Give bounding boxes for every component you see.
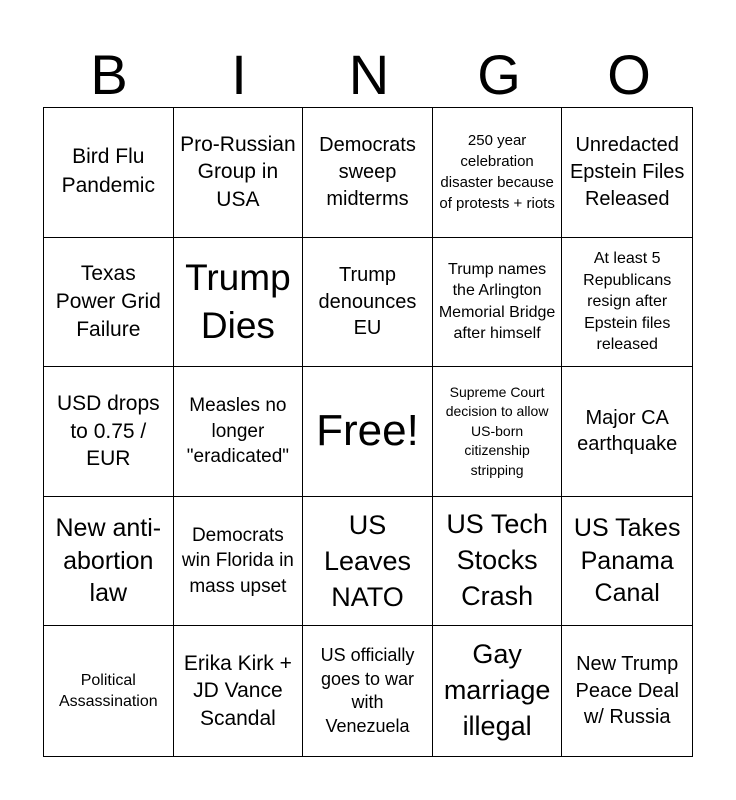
bingo-cell[interactable]: US Tech Stocks Crash <box>433 497 563 627</box>
bingo-cell[interactable]: Measles no longer "eradicated" <box>174 367 304 497</box>
bingo-cell[interactable]: Texas Power Grid Failure <box>44 238 174 368</box>
bingo-header <box>44 44 694 106</box>
bingo-cell-free[interactable]: Free! <box>303 367 433 497</box>
bingo-cell[interactable]: Supreme Court decision to allow US-born citizenship stripping <box>433 367 563 497</box>
header-letter-i: I <box>231 43 247 106</box>
bingo-cell[interactable]: Democrats sweep midterms <box>303 108 433 238</box>
bingo-cell[interactable]: USD drops to 0.75 / EUR <box>44 367 174 497</box>
bingo-cell[interactable]: At least 5 Republicans resign after Epstein files released <box>562 238 692 368</box>
bingo-grid <box>43 107 693 757</box>
bingo-cell[interactable]: Gay marriage illegal <box>433 626 563 756</box>
bingo-cell[interactable]: US officially goes to war with Venezuela <box>303 626 433 756</box>
bingo-cell[interactable]: Political Assassination <box>44 626 174 756</box>
bingo-cell[interactable]: Trump names the Arlington Memorial Bridge after himself <box>433 238 563 368</box>
header-letter-b: B <box>90 43 128 106</box>
bingo-cell[interactable]: New Trump Peace Deal w/ Russia <box>575 653 679 729</box>
header-letter-o: O <box>607 43 651 106</box>
header-letter-g: G <box>477 43 521 106</box>
header-letter-n: N <box>348 43 390 106</box>
bingo-cell[interactable]: 250 year celebration disaster because of protests + riots <box>433 108 563 238</box>
bingo-cell[interactable]: US Leaves NATO <box>303 497 433 627</box>
bingo-cell[interactable]: Major CA earthquake <box>562 367 692 497</box>
bingo-cell[interactable]: Erika Kirk + JD Vance Scandal <box>174 626 304 756</box>
bingo-cell[interactable]: Bird Flu Pandemic <box>44 108 174 238</box>
bingo-cell[interactable]: Trump denounces EU <box>303 238 433 368</box>
bingo-cell[interactable]: US Takes Panama Canal <box>562 497 692 627</box>
bingo-cell[interactable]: Democrats win Florida in mass upset <box>174 497 304 627</box>
bingo-cell[interactable]: New anti-abortion law <box>44 497 174 627</box>
bingo-cell[interactable]: Pro-Russian Group in USA <box>174 108 304 238</box>
bingo-cell[interactable]: Unredacted Epstein Files Released <box>562 108 692 238</box>
bingo-cell[interactable]: Trump Dies <box>174 238 304 368</box>
